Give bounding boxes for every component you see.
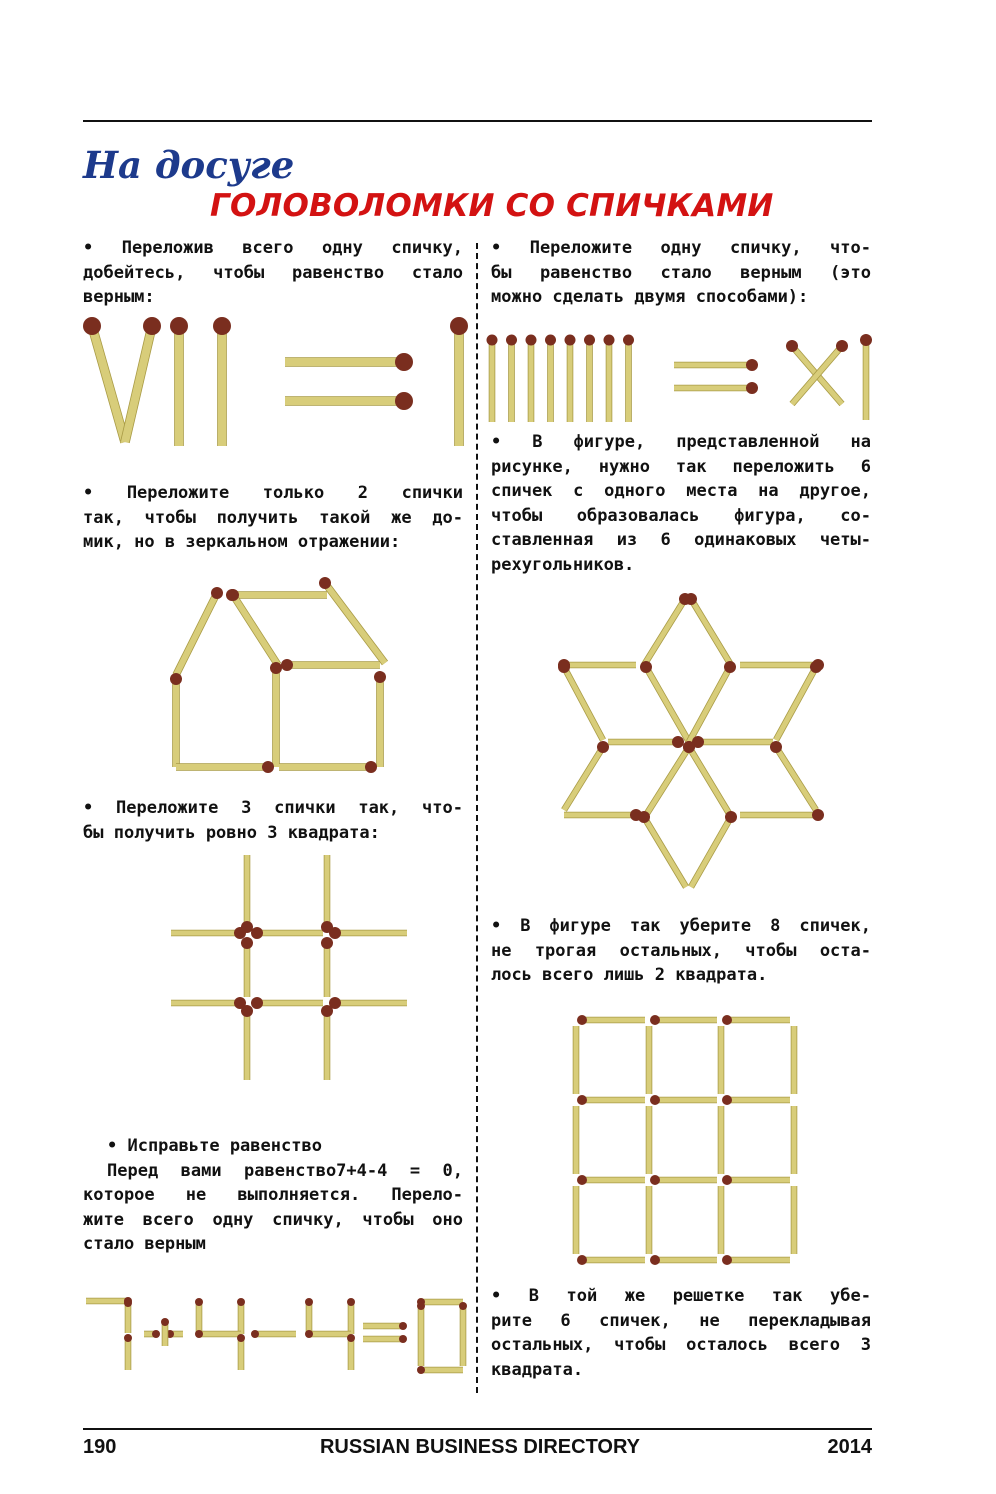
match-head [577,1015,587,1025]
match [786,340,842,404]
match-head [638,811,650,823]
match [564,741,609,810]
match-stick [776,747,816,810]
match-head [417,1302,425,1310]
match [608,736,684,748]
puzzle-5-figure [482,330,877,430]
match-stick [564,667,603,740]
match [329,927,407,939]
match-head [365,761,377,773]
match [374,671,386,767]
match [770,741,816,810]
match [623,335,634,423]
puzzle-4-line: жите всего одну спичку, чтобы оно [83,1209,463,1230]
match-head [195,1330,203,1338]
match [650,1255,717,1265]
puzzle-5-line: можно сделать двумя способами): [491,287,809,307]
match-head [237,1334,245,1342]
match [363,1335,407,1343]
puzzle-6-line: ставленная из 6 одинаковых четы- [491,530,871,550]
match [722,1095,790,1105]
match-head [251,1330,259,1338]
match-head [565,335,576,346]
match-head [83,317,101,335]
match [237,1334,245,1370]
match-head [722,1095,732,1105]
match-head [251,997,263,1009]
match-head [722,1255,732,1265]
match [740,809,824,821]
match-head [241,921,253,933]
match-head [251,927,263,939]
puzzle-3-text [83,796,463,845]
match [674,382,758,394]
match-head [650,1175,660,1185]
match-head [321,921,333,933]
match-stick [644,599,685,665]
match-head [305,1330,313,1338]
match [584,335,595,423]
match-head [623,335,634,346]
match [691,811,737,887]
puzzle-1-line: добейтесь, чтобы равенство стало [83,262,463,283]
puzzle-4-line: стало верным [83,1234,206,1254]
puzzle-6-line: спичек с одного места на другое, [491,481,871,501]
match [176,587,223,675]
match-head [170,673,182,685]
match [305,1330,351,1338]
match-head [262,761,274,773]
match-head [725,811,737,823]
puzzle-8-line: • В той же решетке так убе- [491,1286,871,1306]
match [347,1298,355,1334]
match-head [558,661,570,673]
match-head [770,741,782,753]
puzzle-5-line: • Переложите одну спичку, что- [491,238,871,258]
match-stick [92,326,125,442]
match [83,317,125,442]
page-number: 190 [83,1436,117,1458]
match [545,335,556,423]
match [166,1330,183,1338]
match [417,1366,463,1374]
match-head [321,1005,333,1017]
puzzle-3-line: бы получить ровно 3 квадрата: [83,822,380,843]
puzzle-4-line: Перед вами равенство7+4-4 = 0, [107,1160,463,1181]
match [363,1322,407,1330]
match-head [724,661,736,673]
match [565,335,576,423]
match [125,317,161,442]
match-head [319,577,331,589]
match [577,1175,645,1185]
puzzle-7-figure [562,1008,812,1268]
match-head [347,1298,355,1306]
match [213,317,231,446]
match-head [584,335,595,346]
match [650,1015,717,1025]
match [638,811,686,887]
puzzle-7-line: лось всего лишь 2 квадрата. [491,965,768,985]
match-head [161,1318,169,1326]
match-head [810,661,822,673]
match-head [650,1095,660,1105]
match-head [450,317,468,335]
match [650,1175,717,1185]
puzzle-6-line: рехугольников. [491,554,635,575]
page-title: ГОЛОВОЛОМКИ СО СПИЧКАМИ [210,188,774,224]
match-head [241,937,253,949]
match [450,317,468,446]
match [270,662,282,767]
match-head [237,1298,245,1306]
match-stick [125,326,152,442]
match [564,809,642,821]
match-head [836,340,848,352]
match [792,340,848,404]
puzzle-1-text [83,236,463,310]
match [171,997,246,1009]
top-rule [83,120,872,122]
match [241,937,253,997]
match-stick [776,667,816,740]
puzzle-1-line: • Переложив всего одну спичку, [83,238,463,258]
match [227,589,278,665]
puzzle-7-line: не трогая остальных, чтобы оста- [491,940,871,961]
match [722,1175,790,1185]
match [674,359,758,371]
puzzle-4-line: которое не выполняется. Перело- [83,1185,463,1205]
match-head [321,937,333,949]
match-head [604,335,615,346]
match-head [459,1302,467,1310]
match-head [545,335,556,346]
puzzle-1-line: верным: [83,287,155,307]
puzzle-6-line: чтобы образовалась фигура, со- [491,505,871,526]
match-head [227,589,239,601]
puzzle-7-line: • В фигуре так уберите 8 спичек, [491,916,871,936]
match-stick [233,595,278,665]
section-heading: На досуге [83,143,295,187]
match [251,1330,296,1338]
match [321,1005,333,1080]
match-head [672,736,684,748]
match [241,1005,253,1080]
match-head [152,1330,160,1338]
match [241,855,253,933]
puzzle-6-figure [548,585,833,895]
match-head [374,671,386,683]
match [285,392,413,410]
match-head [812,809,824,821]
publication-name: RUSSIAN BUSINESS DIRECTORY [319,1436,641,1458]
puzzle-4-line: • Исправьте равенство [107,1136,322,1156]
match-head [746,359,758,371]
match-head [399,1322,407,1330]
match-stick [646,747,689,815]
match [558,659,636,671]
match [722,1015,790,1025]
match [776,661,822,740]
match-head [213,317,231,335]
match [347,1334,355,1370]
match [650,1095,717,1105]
match [683,741,730,815]
match-head [640,661,652,673]
match [487,335,498,423]
puzzle-2-line: так, чтобы получить такой же до- [83,507,463,528]
match [459,1302,467,1366]
match [722,1255,790,1265]
match-head [395,392,413,410]
puzzle-2-line: • Переложите только 2 спички [83,483,463,503]
match [251,997,323,1009]
match [506,335,517,423]
match-head [124,1299,132,1307]
match-head [143,317,161,335]
match [604,335,615,423]
match [281,659,380,671]
match [640,661,689,742]
puzzle-4-text [83,1134,463,1257]
match [321,937,333,997]
match-head [683,741,695,753]
match-head [211,587,223,599]
match-head [577,1255,587,1265]
match [161,1318,169,1346]
match [644,593,691,665]
match [417,1302,425,1366]
match-head [526,335,537,346]
match-head [487,335,498,346]
match [170,317,188,446]
puzzle-3-line: • Переложите 3 спички так, что- [83,798,463,818]
match-head [241,1005,253,1017]
match-stick [691,599,731,665]
match-head [270,662,282,674]
match-stick [644,817,686,887]
match [685,593,731,665]
match [577,1095,645,1105]
puzzle-6-line: • В фигуре, представленной на [491,432,871,452]
match-head [577,1175,587,1185]
puzzle-6-line: рисунке, нужно так переложить 6 [491,456,871,477]
match-head [650,1255,660,1265]
match [689,661,736,742]
match [176,761,274,773]
match [124,1299,132,1333]
match-stick [691,817,731,887]
puzzle-4-figure [80,1292,472,1377]
match-stick [689,667,730,742]
match [279,761,377,773]
match-stick [689,747,730,815]
match [237,1298,245,1334]
puzzle-7-text [491,914,871,988]
bottom-rule [83,1428,872,1430]
match-head [170,317,188,335]
puzzle-8-line: квадрата. [491,1359,584,1380]
match-head [685,593,697,605]
match [321,855,333,933]
publication-year: 2014 [827,1436,872,1458]
match-stick [325,583,385,663]
puzzle-8-line: остальных, чтобы осталось всего 3 [491,1335,871,1355]
match [577,1255,645,1265]
match [526,335,537,423]
match [692,736,773,748]
match [144,1330,160,1338]
match-head [417,1366,425,1374]
match-head [395,353,413,371]
match-head [124,1334,132,1342]
match [171,927,246,939]
match-head [597,741,609,753]
match-head [577,1095,587,1105]
puzzle-5-line: бы равенство стало верным (это [491,262,871,283]
column-divider [476,243,478,1393]
match [124,1334,132,1370]
match-head [506,335,517,346]
match [170,673,182,767]
puzzle-1-figure [80,312,472,457]
match-head [746,382,758,394]
match-stick [646,667,689,742]
match-stick [176,593,217,675]
match-head [399,1335,407,1343]
match-head [786,340,798,352]
match-head [281,659,293,671]
match [319,577,385,663]
puzzle-2-text [83,481,463,555]
match [558,661,603,740]
match [577,1015,645,1025]
match [285,353,413,371]
match-stick [564,747,603,810]
match [195,1298,203,1334]
match [251,927,323,939]
match [226,589,327,601]
puzzle-2-line: мик, но в зеркальном отражении: [83,532,401,552]
match-head [195,1298,203,1306]
match-head [347,1334,355,1342]
match-head [722,1175,732,1185]
match [329,997,407,1009]
puzzle-8-text [491,1284,871,1382]
match [860,334,872,420]
match [305,1298,313,1334]
match-head [650,1015,660,1025]
puzzle-3-figure [165,855,415,1080]
puzzle-8-line: рите 6 спичек, не перекладывая [491,1310,871,1331]
puzzle-5-text [491,236,871,310]
match [195,1330,241,1338]
match-head [722,1015,732,1025]
match-head [860,334,872,346]
match-head [305,1298,313,1306]
puzzle-2-figure [160,570,400,785]
puzzle-6-text [491,430,871,577]
